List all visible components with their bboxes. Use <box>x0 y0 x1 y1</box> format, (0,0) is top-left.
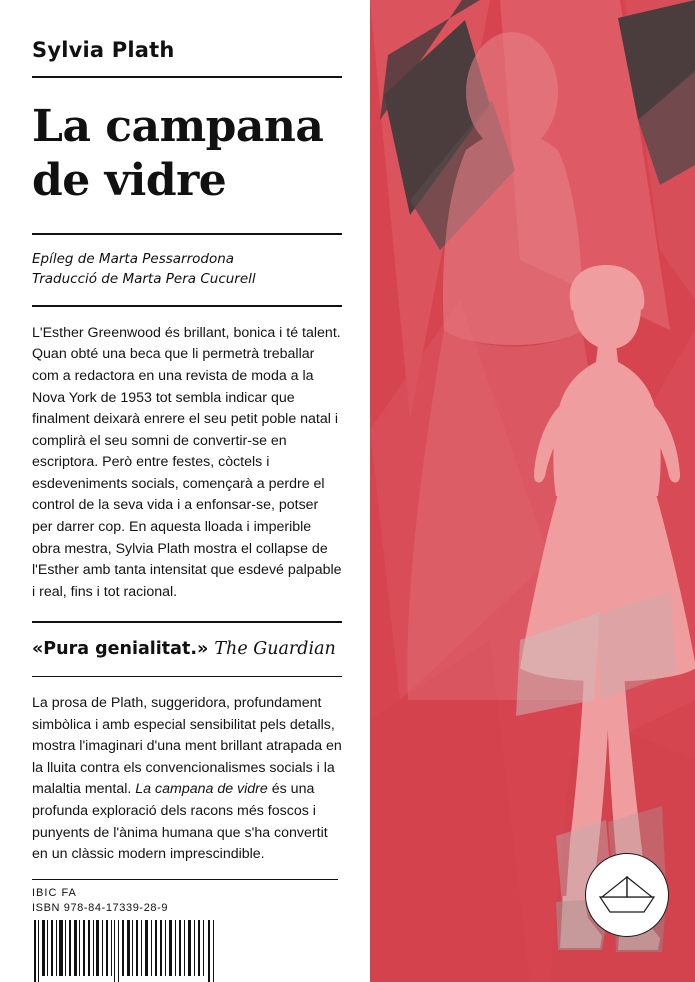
ean-13-barcode <box>32 920 218 982</box>
boat-hull <box>600 897 654 912</box>
boat-sail-right <box>627 877 652 897</box>
author-name: Sylvia Plath <box>32 38 175 62</box>
book-title <box>32 100 342 207</box>
illustration-artwork <box>370 0 695 982</box>
ibic-code: IBIC FA <box>32 887 77 899</box>
review-part-two: és una profunda exploració dels racons més foscos i punyents de l'ànima humana que s'ha convertit en un clàssic modern imprescindible. <box>32 781 328 863</box>
review-text <box>32 693 342 866</box>
divider-footer <box>32 879 338 881</box>
divider-above-pullquote <box>32 621 342 623</box>
paper-boat-logo <box>596 875 658 915</box>
pull-quote <box>32 638 342 661</box>
publisher-logo-badge <box>585 853 669 937</box>
credits-block <box>32 249 342 290</box>
review-part-one: La prosa de Plath, suggeridora, profundament simbòlica i amb especial sensibilitat pels detalls, mostra l'imaginari d'una ment brillant atrapada en la lluita contra els convencionalismes socials i la malaltia mental. <box>32 695 342 798</box>
cover-illustration <box>370 0 695 982</box>
isbn-code: ISBN 978-84-17339-28-9 <box>32 902 169 914</box>
cover-footer <box>32 879 338 982</box>
boat-sail-left <box>602 877 627 897</box>
book-title-line1: La campana <box>32 101 324 152</box>
epilogue-credit: Epíleg de Marta Pessarrodona <box>32 250 235 267</box>
pull-quote-source: The Guardian <box>214 638 336 659</box>
divider-under-title <box>32 233 342 235</box>
divider-below-pullquote <box>32 676 342 678</box>
divider-top <box>32 76 342 78</box>
pull-quote-text: «Pura genialitat.» <box>32 638 209 659</box>
color-glaze <box>370 0 695 982</box>
book-title-line2: de vidre <box>32 154 227 206</box>
translation-credit: Traducció de Marta Pera Cucurell <box>32 271 256 288</box>
synopsis-text: L'Esther Greenwood és brillant, bonica i té talent. Quan obté una beca que li permetrà treballar com a redactora en una revista de moda a la Nova York de 1953 tot sembla indicar que finalment deixarà enrere el seu petit poble natal i complirà el seu somni de convertir-se en escriptora. Però entre festes, còctels i esdeveniments socials, començarà a perdre el control de la seva vida i a enfonsar-se, potser per darrer cop. En aquesta lloada i imperible obra mestra, Sylvia Plath mostra el collapse de l'Esther amb tanta intensitat que esdevé palpable i real, fins i tot racional. <box>32 324 342 600</box>
review-title-mention: La campana de vidre <box>135 781 268 798</box>
divider-under-credits <box>32 305 342 307</box>
